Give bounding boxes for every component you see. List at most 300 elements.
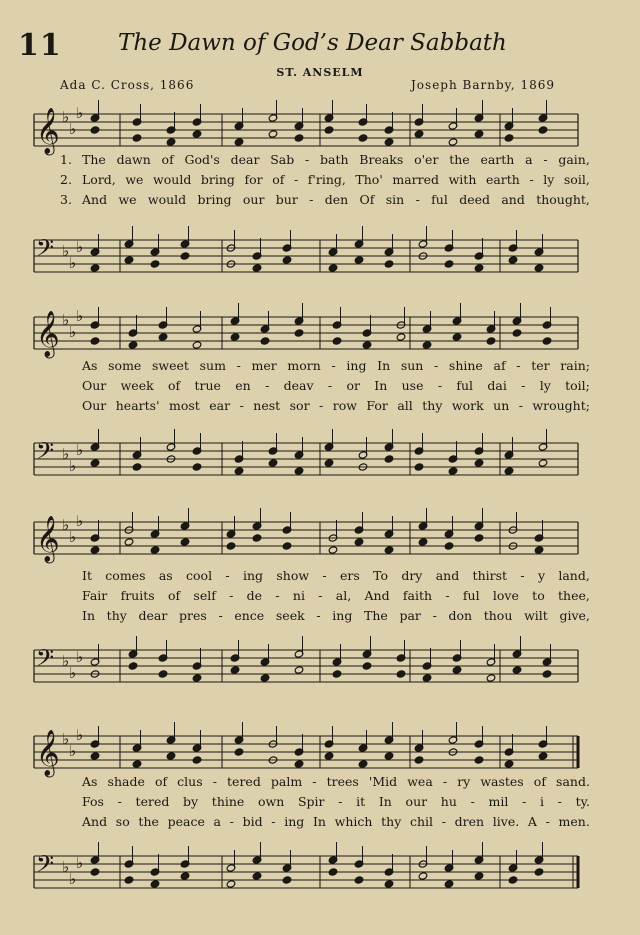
lyric-syllable: - [212,774,217,789]
flat-icon: ♭ [69,457,77,475]
lyric-syllable: Of [359,192,375,207]
note-head [448,467,458,475]
lyric-syllable: love [492,588,519,603]
note-head [166,752,176,760]
bass-clef-icon: 𝄢 [36,850,55,883]
note-head [504,760,514,768]
note-head [448,138,458,146]
note-head [260,337,270,345]
lyric-syllable: thy [422,398,443,413]
note-head [282,542,292,550]
note-head [90,126,100,134]
lyric-syllable: fruits [120,588,155,603]
lyric-syllable: ence [234,608,265,623]
lyric-syllable: shine [448,358,483,373]
lyric-syllable: chil [409,814,434,829]
lyric-syllable: of [167,588,181,603]
lyric-syllable: - [265,378,270,393]
lyric-words [82,172,590,187]
lyric-syllable: bath [320,152,349,167]
verse-number [60,814,82,829]
note-head [158,333,168,341]
note-head [384,752,394,760]
lyric-syllable: dear [138,608,168,623]
hymn-title: The Dawn of God’s Dear Sabbath [118,30,507,56]
note-head [512,666,522,674]
lyric-syllable: - [239,398,244,413]
note-head [324,126,334,134]
note-head [354,876,364,884]
note-head [354,256,364,264]
lyric-syllable: en [235,378,251,393]
note-head [452,666,462,674]
bass-clef-icon: 𝄢 [36,437,55,470]
lyric-syllable: Fos [82,794,104,809]
lyric-syllable: un [493,398,510,413]
lyric-line [60,588,590,603]
lyric-syllable: af [493,358,506,373]
lyric-syllable: - [309,192,314,207]
lyric-syllable: hearts' [115,398,160,413]
note-head [328,546,338,554]
lyric-syllable: sor [289,398,310,413]
hymn-composer: Joseph Barnby, 1869 [411,78,555,92]
lyric-syllable: tered [135,794,170,809]
lyric-syllable: - [518,398,523,413]
lyric-syllable: Spir [297,794,325,809]
note-head [90,546,100,554]
verse-number [60,588,82,603]
lyric-syllable: ful [456,378,474,393]
note-head [234,748,244,756]
note-head [180,538,190,546]
bass-staff [30,844,580,904]
lyric-syllable: pres [178,608,207,623]
lyric-syllable: The [364,608,388,623]
lyric-syllable: In [82,608,95,623]
note-head [414,756,424,764]
note-head [90,752,100,760]
lyric-syllable: palm [270,774,303,789]
lyric-syllable: - [271,814,276,829]
lyric-syllable: peace [167,814,205,829]
lyric-syllable: - [236,358,241,373]
note-head [444,260,454,268]
lyric-syllable: thirst [472,568,508,583]
lyric-syllable: ty. [575,794,590,809]
lyric-syllable: i [539,794,544,809]
lyric-syllable: shade [107,774,145,789]
note-head [332,337,342,345]
verse-number [60,358,82,373]
lyric-syllable: - [442,774,448,789]
flat-icon: ♭ [69,528,77,546]
lyric-syllable: all [397,398,413,413]
note-head [508,876,518,884]
lyric-syllable: - [229,588,234,603]
note-head [234,138,244,146]
lyric-syllable: faith [402,588,433,603]
lyric-syllable: sin [385,192,405,207]
lyric-syllable: would [147,192,187,207]
lyric-words [82,608,590,623]
note-head [124,538,134,546]
lyric-syllable: - [331,358,336,373]
note-head [538,459,548,467]
lyric-syllable: a [525,152,533,167]
treble-clef-icon: 𝄞 [36,311,60,357]
note-head [90,868,100,876]
lyric-syllable: mer [251,358,277,373]
flat-icon: ♭ [76,307,84,325]
flat-icon: ♭ [76,648,84,666]
note-head [252,264,262,272]
note-head [328,868,338,876]
lyric-line [60,774,590,789]
lyric-syllable: thee, [558,588,590,603]
lyric-words [82,568,590,583]
lyric-syllable: den [324,192,349,207]
lyric-syllable: dren [454,814,485,829]
note-head [132,134,142,142]
note-head [294,666,304,674]
lyric-syllable: thought, [536,192,590,207]
note-head [132,760,142,768]
music-system-2 [30,303,590,483]
flat-icon: ♭ [62,516,70,534]
lyric-syllable: - [445,588,450,603]
lyric-syllable: ni [292,588,305,603]
note-head [422,341,432,349]
lyric-syllable: The [82,152,106,167]
note-head [128,662,138,670]
hymn-number: 11 [18,28,62,63]
lyric-syllable: dawn [116,152,151,167]
note-head [452,333,462,341]
lyric-syllable: - [543,152,548,167]
lyric-line [60,152,590,167]
note-head [384,455,394,463]
note-head [294,760,304,768]
lyric-syllable: thine [211,794,245,809]
lyric-words [82,398,590,413]
lyric-syllable: - [522,794,527,809]
lyric-syllable: don [448,608,473,623]
lyric-line [60,378,590,393]
flat-icon: ♭ [62,730,70,748]
lyric-syllable: And [82,814,108,829]
lyric-syllable: bring [200,172,235,187]
lyric-syllable: nest [253,398,281,413]
lyric-syllable: al, [335,588,352,603]
verse-number: 2. [60,172,72,187]
lyric-syllable: Our [82,398,107,413]
lyric-words [82,588,590,603]
flat-icon: ♭ [62,858,70,876]
note-head [234,467,244,475]
treble-clef-icon: 𝄞 [36,516,60,562]
note-head [230,666,240,674]
note-head [384,138,394,146]
lyric-syllable: row [332,398,357,413]
note-head [158,670,168,678]
music-system-4 [30,722,590,912]
treble-clef-icon: 𝄞 [36,730,60,776]
lyric-syllable: own [258,794,285,809]
note-head [474,459,484,467]
lyric-syllable: - [415,192,420,207]
lyric-syllable: we [118,192,137,207]
note-head [384,546,394,554]
lyric-syllable: wrought; [532,398,590,413]
lyric-syllable: - [117,794,122,809]
lyric-syllable: - [557,794,562,809]
bass-clef-icon: 𝄢 [36,234,55,267]
lyric-syllable: Sab [270,152,295,167]
note-head [504,467,514,475]
lyric-syllable: self [193,588,216,603]
note-head [150,260,160,268]
lyric-syllable: comes [105,568,146,583]
lyric-syllable: 'Mid [368,774,398,789]
lyric-syllable: sand. [556,774,590,789]
lyric-syllable: - [322,568,327,583]
lyric-syllable: give, [559,608,590,623]
lyric-syllable: In [378,794,392,809]
note-head [422,674,432,682]
note-head [444,542,454,550]
note-head [294,467,304,475]
note-head [486,674,496,682]
lyric-line [60,192,590,207]
note-head [294,134,304,142]
lyric-syllable: dry [401,568,423,583]
bass-staff [30,638,580,698]
lyric-syllable: Fair [82,588,108,603]
note-head [508,256,518,264]
lyric-syllable: ing [346,358,367,373]
lyric-syllable: our [405,794,428,809]
lyric-syllable: wilt [524,608,548,623]
lyric-syllable: ly [543,172,555,187]
lyric-syllable: to [532,588,545,603]
note-head [444,880,454,888]
lyric-syllable: As [82,774,98,789]
lyric-syllable: A [527,814,537,829]
note-head [282,256,292,264]
flat-icon: ♭ [76,726,84,744]
lyric-syllable: - [520,568,525,583]
lyric-syllable: trees [326,774,359,789]
lyric-syllable: ful [431,192,448,207]
note-head [252,534,262,542]
note-head [396,670,406,678]
note-head [534,546,544,554]
lyric-syllable: mil [488,794,509,809]
note-head [512,329,522,337]
note-head [226,542,236,550]
flat-icon: ♭ [69,120,77,138]
lyric-syllable: which [334,814,373,829]
lyric-line [60,568,590,583]
lyric-syllable: Tho' [355,172,383,187]
lyric-syllable: live. [492,814,520,829]
lyric-words [82,378,590,393]
bass-staff [30,431,580,491]
note-head [418,872,428,880]
lyric-syllable: sum [199,358,226,373]
verse-number: 3. [60,192,72,207]
lyric-syllable: - [437,378,443,393]
tune-name: ST. ANSELM [276,66,364,79]
verse-number [60,568,82,583]
lyric-syllable: most [168,398,200,413]
note-head [414,130,424,138]
lyric-syllable: marred [392,172,440,187]
lyric-syllable: - [470,794,475,809]
lyric-syllable: - [521,378,526,393]
lyric-syllable: thou [483,608,513,623]
flat-icon: ♭ [76,238,84,256]
note-head [180,872,190,880]
lyric-syllable: dear [230,152,260,167]
lyric-syllable: sweet [152,358,189,373]
lyric-syllable: wastes [480,774,524,789]
lyric-syllable: of [168,378,181,393]
lyric-syllable: the [449,152,470,167]
note-head [226,880,236,888]
note-head [132,463,142,471]
lyric-syllable: God's [184,152,220,167]
lyric-syllable: land, [558,568,590,583]
note-head [396,333,406,341]
lyric-syllable: Our [82,378,107,393]
lyric-syllable: or [346,378,360,393]
lyric-syllable: hu [440,794,457,809]
flat-icon: ♭ [62,445,70,463]
lyric-syllable: our [242,192,265,207]
lyric-syllable: and [501,192,525,207]
note-head [328,264,338,272]
lyric-syllable: To [373,568,388,583]
note-head [542,670,552,678]
note-head [384,260,394,268]
note-head [260,674,270,682]
note-head [90,264,100,272]
lyric-syllable: sun [400,358,424,373]
note-head [474,534,484,542]
lyric-syllable: of [533,774,546,789]
lyric-syllable: ful [462,588,480,603]
flat-icon: ♭ [69,254,77,272]
lyric-syllable: It [82,568,92,583]
flat-icon: ♭ [69,870,77,888]
lyric-syllable: ing [284,814,305,829]
note-head [538,126,548,134]
note-head [192,756,202,764]
flat-icon: ♭ [76,512,84,530]
music-system-3 [30,508,590,688]
lyric-syllable: would [153,172,192,187]
lyric-syllable: a [213,814,221,829]
note-head [534,264,544,272]
lyric-syllable: - [434,358,439,373]
lyric-syllable: men. [558,814,590,829]
note-head [358,134,368,142]
note-head [384,880,394,888]
note-head [414,463,424,471]
note-head [192,341,202,349]
lyric-syllable: week [120,378,154,393]
note-head [90,337,100,345]
flat-icon: ♭ [69,664,77,682]
lyric-syllable: gain, [558,152,590,167]
lyric-line [60,172,590,187]
lyric-syllable: - [305,152,310,167]
note-head [124,256,134,264]
note-head [534,868,544,876]
lyric-syllable: we [125,172,144,187]
note-head [474,130,484,138]
flat-icon: ♭ [69,742,77,760]
lyric-syllable: and [435,568,460,583]
flat-icon: ♭ [62,311,70,329]
lyric-syllable: - [545,814,550,829]
note-head [192,130,202,138]
verse-number [60,608,82,623]
lyric-syllable: as [158,568,173,583]
lyric-words [82,152,590,167]
note-head [90,459,100,467]
lyric-syllable: ly [539,378,551,393]
lyric-syllable: - [318,588,323,603]
treble-clef-icon: 𝄞 [36,108,60,154]
note-head [128,341,138,349]
lyric-words [82,774,590,789]
lyric-syllable: - [516,358,521,373]
lyric-words [82,794,590,809]
note-head [354,538,364,546]
lyric-syllable: seek [275,608,305,623]
verse-number [60,398,82,413]
lyric-syllable: work [451,398,484,413]
note-head [504,134,514,142]
lyric-syllable: - [529,172,534,187]
note-head [362,341,372,349]
lyric-syllable: dai [487,378,507,393]
note-head [180,252,190,260]
note-head [150,880,160,888]
lyric-syllable: - [218,608,223,623]
lyric-syllable: - [338,794,343,809]
lyric-syllable: As [82,358,98,373]
lyric-syllable: - [316,608,321,623]
lyric-syllable: y [537,568,545,583]
lyric-syllable: bur [275,192,298,207]
lyric-syllable: of [161,152,174,167]
treble-staff [30,305,580,365]
lyric-line [60,794,590,809]
lyric-syllable: And [364,588,390,603]
lyric-syllable: some [108,358,142,373]
lyric-syllable: cool [186,568,213,583]
lyric-syllable: ers [339,568,360,583]
lyric-syllable: show [276,568,310,583]
lyric-syllable: bring [197,192,232,207]
note-head [474,872,484,880]
lyric-syllable: de [246,588,263,603]
note-head [474,756,484,764]
